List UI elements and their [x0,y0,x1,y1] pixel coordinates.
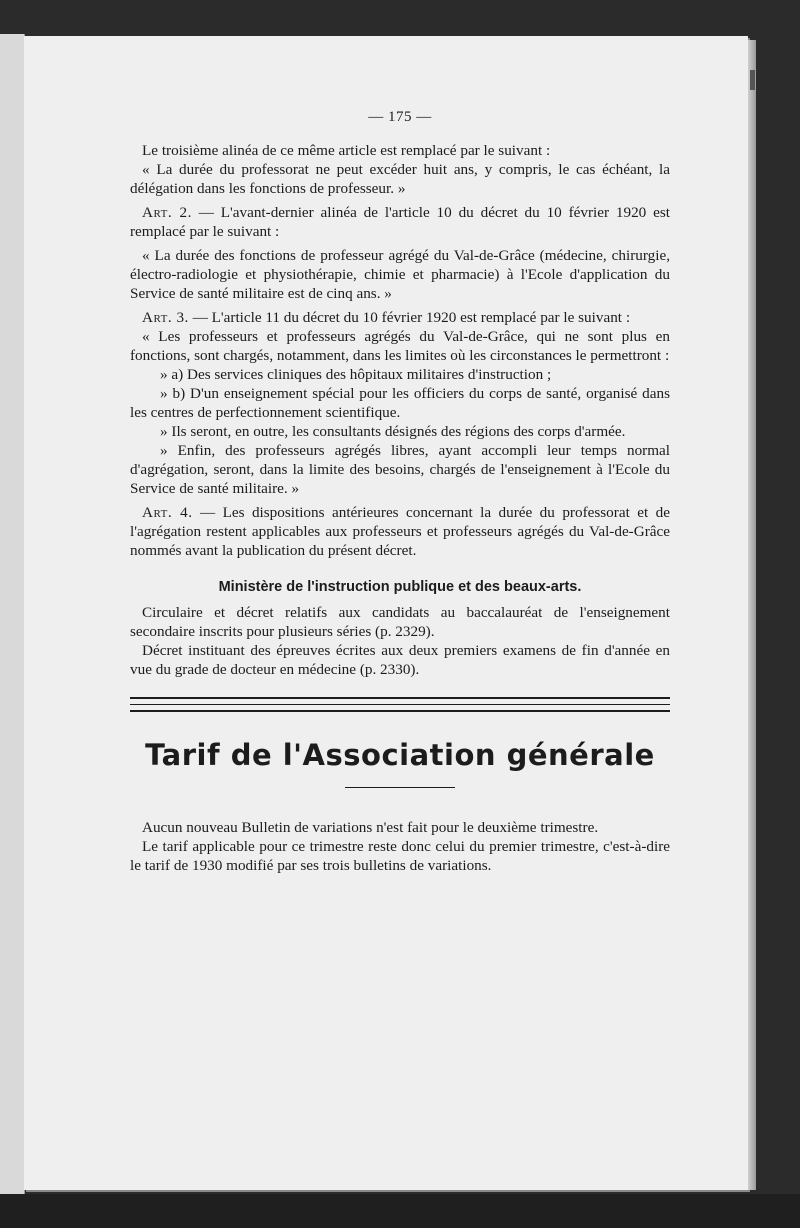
list-item: » b) D'un enseignement spécial pour les officiers du corps de santé, organisé dans les centres de perfectionnement scientifique. [130,385,670,421]
page-number: — 175 — [368,109,432,125]
paragraph: » Ils seront, en outre, les consultants désignés des régions des corps d'armée. [160,423,626,440]
paragraph: « La durée du professorat ne peut excéder huit ans, y compris, le cas échéant, la délégation dans les fonctions de professeur. » [130,161,670,197]
paragraph: « La durée des fonctions de professeur agrégé du Val-de-Grâce (médecine, chirurgie, électro-radiologie et physiothérapie, chimie et pharmacie) à l'Ecole d'application du Service de santé militaire est de cinq ans. » [130,247,670,302]
paragraph: Le troisième alinéa de ce même article est remplacé par le suivant : [142,142,551,159]
paragraph: « Les professeurs et professeurs agrégés du Val-de-Grâce, qui ne sont plus en fonctions, sont chargés, notamment, dans les limites où les circonstances le permettront : [130,328,670,364]
article-text: — L'article 11 du décret du 10 février 1920 est remplacé par le suivant : [188,309,631,326]
divider-line [130,710,670,712]
article-label: Art. 4. [142,504,193,521]
article-3 [130,308,670,327]
list-item: » a) Des services cliniques des hôpitaux militaires d'instruction ; [160,366,552,383]
scan-background [0,1194,800,1228]
section-divider [130,697,670,712]
article-2 [130,203,670,241]
tarif-section [130,818,670,875]
page-stack-edge [748,40,756,1190]
article-text: — L'avant-dernier alinéa de l'article 10 du décret du 10 février 1920 est remplacé par le suivant : [130,204,670,240]
article-label: Art. 2. [142,204,192,221]
section-title: Tarif de l'Association générale [145,738,655,772]
article-4 [130,503,670,560]
paragraph: Aucun nouveau Bulletin de variations n'est fait pour le deuxième trimestre. [142,819,599,836]
ministry-heading: Ministère de l'instruction publique et des beaux-arts. [218,579,582,595]
article-text: — Les dispositions antérieures concernant la durée du professorat et de l'agrégation restent applicables aux professeurs et professeurs agrégés du Val-de-Grâce nommés avant la publication du présent décret. [130,504,670,559]
article-label: Art. 3. [142,309,189,326]
paragraph: Décret instituant des épreuves écrites aux deux premiers examens de fin d'année en vue du grade de docteur en médecine (p. 2330). [130,642,670,678]
title-underline [345,787,455,788]
paragraph: Le tarif applicable pour ce trimestre reste donc celui du premier trimestre, c'est-à-dire le tarif de 1930 modifié par ses trois bulletins de variations. [130,838,670,874]
divider-line [130,704,670,705]
paragraph: Circulaire et décret relatifs aux candidats au baccalauréat de l'enseignement secondaire inscrits pour plusieurs séries (p. 2329). [130,604,670,640]
page-edge-mark [750,70,755,90]
divider-line [130,697,670,699]
adjacent-page-edge [0,34,25,1194]
paragraph: » Enfin, des professeurs agrégés libres, ayant accompli leur temps normal d'agrégation, seront, dans la limite des besoins, chargés de l'enseignement à l'Ecole du Service de santé militaire. » [130,442,670,497]
page-content [130,108,670,875]
